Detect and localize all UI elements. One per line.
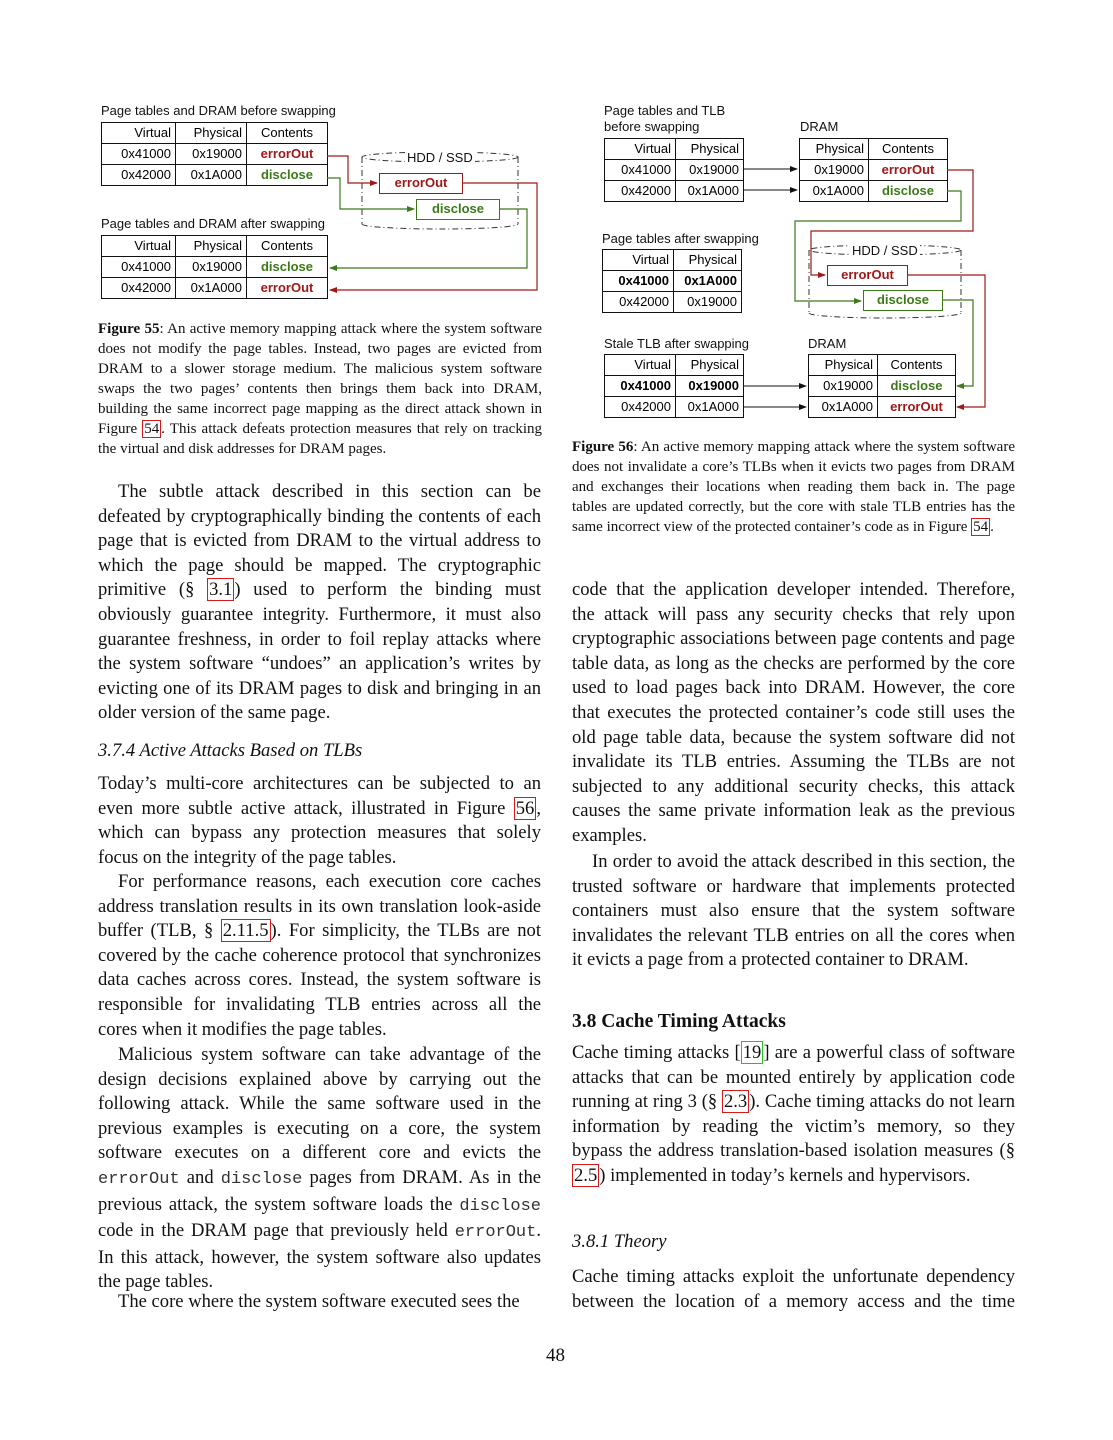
- cell-contents: disclose: [247, 165, 328, 186]
- cell-physical: 0x19000: [809, 376, 878, 397]
- section-ref-link[interactable]: 2.5: [574, 1164, 598, 1186]
- figure-ref-link[interactable]: 56: [515, 797, 535, 819]
- table-row: [102, 165, 328, 186]
- right-paragraph-3: [572, 1041, 1015, 1189]
- fig56-stale-tlb-title: Stale TLB after swapping: [604, 336, 750, 351]
- text: Today’s multi-core architectures can be subjected to an even more subtle active attack, illustrated in Figure: [98, 773, 541, 819]
- figure-ref-link[interactable]: 54: [144, 421, 160, 437]
- fig55-caption-text: : An active memory mapping attack where the system software does not modify the page tables. Instead, two pages are evicted from DRAM to a slower storage medium. The malicious system software swaps the two pages’ contents then brings them back into DRAM, building the same incorrect page mapping as the direct attack shown in Figure: [98, 321, 542, 437]
- fig56-dram-title: DRAM: [800, 119, 839, 134]
- text: code in the DRAM page that previously held: [98, 1220, 455, 1242]
- header-virtual: Virtual: [102, 236, 176, 257]
- fig55-before-title: Page tables and DRAM before swapping: [101, 103, 336, 118]
- fig56-caption-label: Figure 56: [572, 439, 634, 455]
- cell-virtual: 0x41000: [102, 257, 176, 278]
- header-physical: Physical: [800, 139, 869, 160]
- text: ) used to perform the binding must obviously guarantee integrity. Furthermore, it must also guarantee freshness, in order to foil replay attacks where the system software “undoes” an application’s writes by evicting one of its DRAM pages to disk and bringing in an older version of the same page.: [98, 579, 541, 724]
- fig55-disk-errorout: errorOut: [379, 173, 463, 194]
- cell-virtual: 0x42000: [102, 278, 176, 299]
- code-disclose: disclose: [459, 1196, 541, 1216]
- fig55-before-table: [101, 122, 328, 186]
- figure-ref-link[interactable]: 54: [973, 519, 989, 535]
- fig56-caption-tail: .: [990, 519, 994, 535]
- header-physical: Physical: [176, 236, 247, 257]
- table-row: [102, 144, 328, 165]
- cell-contents: errorOut: [878, 397, 956, 418]
- fig56-caption-text: : An active memory mapping attack where the system software does not invalidate a core’s TLBs when it evicts two pages from DRAM and exchanges their locations when reading them back in. The page tables are updated correctly, but the core with stale TLB entries has the same incorrect view of the protected container’s code as in Figure: [572, 439, 1015, 535]
- code-disclose: disclose: [220, 1169, 303, 1189]
- text: ). Cache timing attacks do not learn information by reading the victim’s memory, so they bypass the address translation-based isolation measures (§: [572, 1091, 1015, 1162]
- text: ) implemented in today’s kernels and hypervisors.: [599, 1164, 971, 1186]
- cell-physical: 0x1A000: [800, 181, 869, 202]
- right-paragraph-4: Cache timing attacks exploit the unfortunate dependency between the location of a memory access and the time: [572, 1266, 1015, 1312]
- header-contents: Contents: [247, 236, 328, 257]
- cell-virtual: 0x42000: [603, 292, 674, 313]
- table-row: [605, 181, 744, 202]
- table-row: [809, 397, 956, 418]
- right-paragraph-2: In order to avoid the attack described in this section, the trusted software or hardware that implements protected containers must also ensure that the system software invalidates the relevant TLB entries on all the cores when it evicts a page from a protected container to DRAM.: [572, 851, 1015, 971]
- text: ] are a powerful class of software attacks that can be mounted entirely by application code running at ring 3 (§: [572, 1042, 1015, 1113]
- cell-physical: 0x19000: [176, 257, 247, 278]
- table-row: [605, 397, 744, 418]
- cell-virtual: 0x41000: [603, 271, 674, 292]
- cell-physical: 0x19000: [674, 292, 742, 313]
- header-physical: Physical: [676, 355, 744, 376]
- left-paragraph-2: [98, 772, 541, 870]
- section-heading-3-8-1: 3.8.1 Theory: [572, 1231, 667, 1252]
- cell-virtual: 0x41000: [605, 160, 676, 181]
- header-virtual: Virtual: [605, 139, 676, 160]
- table-header-row: [605, 139, 744, 160]
- header-physical: Physical: [809, 355, 878, 376]
- fig56-pt-after-title: Page tables after swapping: [602, 231, 759, 246]
- text: pages from DRAM. As in the previous attack, the system software loads the: [98, 1166, 541, 1215]
- cell-physical: 0x1A000: [676, 397, 744, 418]
- fig55-disk-label: HDD / SSD: [407, 150, 473, 165]
- section-ref-link[interactable]: 2.3: [723, 1091, 748, 1113]
- right-paragraph-1: code that the application developer intended. Therefore, the attack will pass any security checks that rely upon cryptographic associations between page contents and page table data, as long as the checks are performed by the core used to load pages back into DRAM. However, the core that executes the protected container’s code still uses the old page table data, because the system software did not invalidate its TLB entries. Assuming the TLBs are not subjected to any additional security checks, this attack causes the same private information leak as the previous examples.: [572, 579, 1015, 846]
- section-ref-link[interactable]: 3.1: [209, 579, 233, 601]
- text: The subtle attack described in this section can be defeated by cryptographically binding the contents of each page that is evicted from DRAM to the virtual address to which the page should be mapped. The cryptographic primitive (§: [98, 481, 541, 601]
- header-physical: Physical: [176, 123, 247, 144]
- fig55-after-table: [101, 235, 328, 299]
- fig55-wire-errorout-to-disk: [327, 156, 377, 183]
- cell-physical: 0x19000: [176, 144, 247, 165]
- code-errorout: errorOut: [98, 1169, 180, 1189]
- text: Malicious system software can take advantage of the design decisions explained above by carrying out the following attack. While the same software used in the previous examples is executing on a core, the system software executes on a different core and evicts the: [98, 1044, 541, 1164]
- fig55-caption: [98, 319, 542, 459]
- fig55-caption-label: Figure 55: [98, 321, 160, 337]
- cell-virtual: 0x41000: [605, 376, 676, 397]
- section-heading-3-8: 3.8 Cache Timing Attacks: [572, 1011, 786, 1032]
- table-row: [605, 376, 744, 397]
- text: ). For simplicity, the TLBs are not covered by the cache coherence protocol that synchronizes data caches across cores. Instead, the system software is responsible for invalidating TLB entries across all the cores when it modifies the page tables.: [98, 920, 541, 1040]
- section-heading-3-7-4: 3.7.4 Active Attacks Based on TLBs: [98, 740, 363, 761]
- table-row: [800, 181, 948, 202]
- fig56-disk-disclose: disclose: [863, 290, 943, 311]
- code-errorout: errorOut: [454, 1223, 537, 1243]
- cell-contents: errorOut: [247, 144, 328, 165]
- left-paragraph-5: The core where the system software executed sees the: [118, 1291, 520, 1312]
- section-ref-link[interactable]: 2.11.5: [222, 920, 269, 942]
- cell-physical: 0x1A000: [176, 165, 247, 186]
- text: For performance reasons, each execution core caches address translation results in its own translation look-aside buffer (TLB, §: [98, 871, 541, 942]
- cell-virtual: 0x42000: [102, 165, 176, 186]
- table-header-row: [102, 236, 328, 257]
- header-contents: Contents: [869, 139, 948, 160]
- cell-physical: 0x19000: [676, 160, 744, 181]
- fig55-disk-disclose: disclose: [416, 199, 500, 220]
- cell-physical: 0x19000: [676, 376, 744, 397]
- table-row: [605, 160, 744, 181]
- fig55-after-title: Page tables and DRAM after swapping: [101, 216, 326, 231]
- table-header-row: [605, 355, 744, 376]
- header-virtual: Virtual: [603, 250, 674, 271]
- fig56-pt-before-title-line2: before swapping: [604, 119, 700, 134]
- cell-virtual: 0x42000: [605, 181, 676, 202]
- fig56-stale-tlb-table: [604, 354, 744, 418]
- cell-physical: 0x1A000: [809, 397, 878, 418]
- fig56-caption: [572, 437, 1015, 537]
- table-row: [800, 160, 948, 181]
- table-row: [603, 271, 742, 292]
- cell-physical: 0x1A000: [676, 181, 744, 202]
- table-row: [809, 376, 956, 397]
- text: . In this attack, however, the system software also updates the page tables.: [98, 1220, 541, 1293]
- cell-virtual: 0x41000: [102, 144, 176, 165]
- text: , which can bypass any protection measures that solely focus on the integrity of the page tables.: [98, 797, 541, 868]
- text: and: [179, 1166, 221, 1188]
- header-contents: Contents: [878, 355, 956, 376]
- table-header-row: [603, 250, 742, 271]
- fig56-pt-after-table: [602, 249, 742, 313]
- fig56-disk-label: HDD / SSD: [852, 243, 918, 258]
- text: Cache timing attacks [: [572, 1042, 741, 1063]
- fig55-caption-tail: . This attack defeats protection measures that rely on tracking the virtual and disk addresses for DRAM pages.: [98, 421, 542, 457]
- cell-contents: disclose: [869, 181, 948, 202]
- cell-contents: disclose: [247, 257, 328, 278]
- cell-virtual: 0x42000: [605, 397, 676, 418]
- table-row: [102, 278, 328, 299]
- header-physical: Physical: [676, 139, 744, 160]
- header-virtual: Virtual: [102, 123, 176, 144]
- table-header-row: [809, 355, 956, 376]
- fig56-disk-errorout: errorOut: [827, 265, 908, 286]
- cell-physical: 0x1A000: [176, 278, 247, 299]
- cell-contents: errorOut: [869, 160, 948, 181]
- table-row: [603, 292, 742, 313]
- table-header-row: [102, 123, 328, 144]
- cell-physical: 0x1A000: [674, 271, 742, 292]
- cell-contents: errorOut: [247, 278, 328, 299]
- fig56-dram-title-2: DRAM: [808, 336, 847, 351]
- left-paragraph-1: [98, 480, 541, 726]
- left-paragraph-4: [98, 1043, 541, 1295]
- header-contents: Contents: [247, 123, 328, 144]
- cell-contents: disclose: [878, 376, 956, 397]
- citation-link[interactable]: 19: [742, 1042, 762, 1063]
- header-virtual: Virtual: [605, 355, 676, 376]
- fig56-pt-before-title-line1: Page tables and TLB: [604, 103, 726, 118]
- fig56-dram-before-table: [799, 138, 948, 202]
- table-header-row: [800, 139, 948, 160]
- fig56-pt-before-table: [604, 138, 744, 202]
- table-row: [102, 257, 328, 278]
- cell-physical: 0x19000: [800, 160, 869, 181]
- page-number: 48: [546, 1345, 565, 1366]
- fig56-dram-after-table: [808, 354, 956, 418]
- header-physical: Physical: [674, 250, 742, 271]
- left-paragraph-3: [98, 870, 541, 1042]
